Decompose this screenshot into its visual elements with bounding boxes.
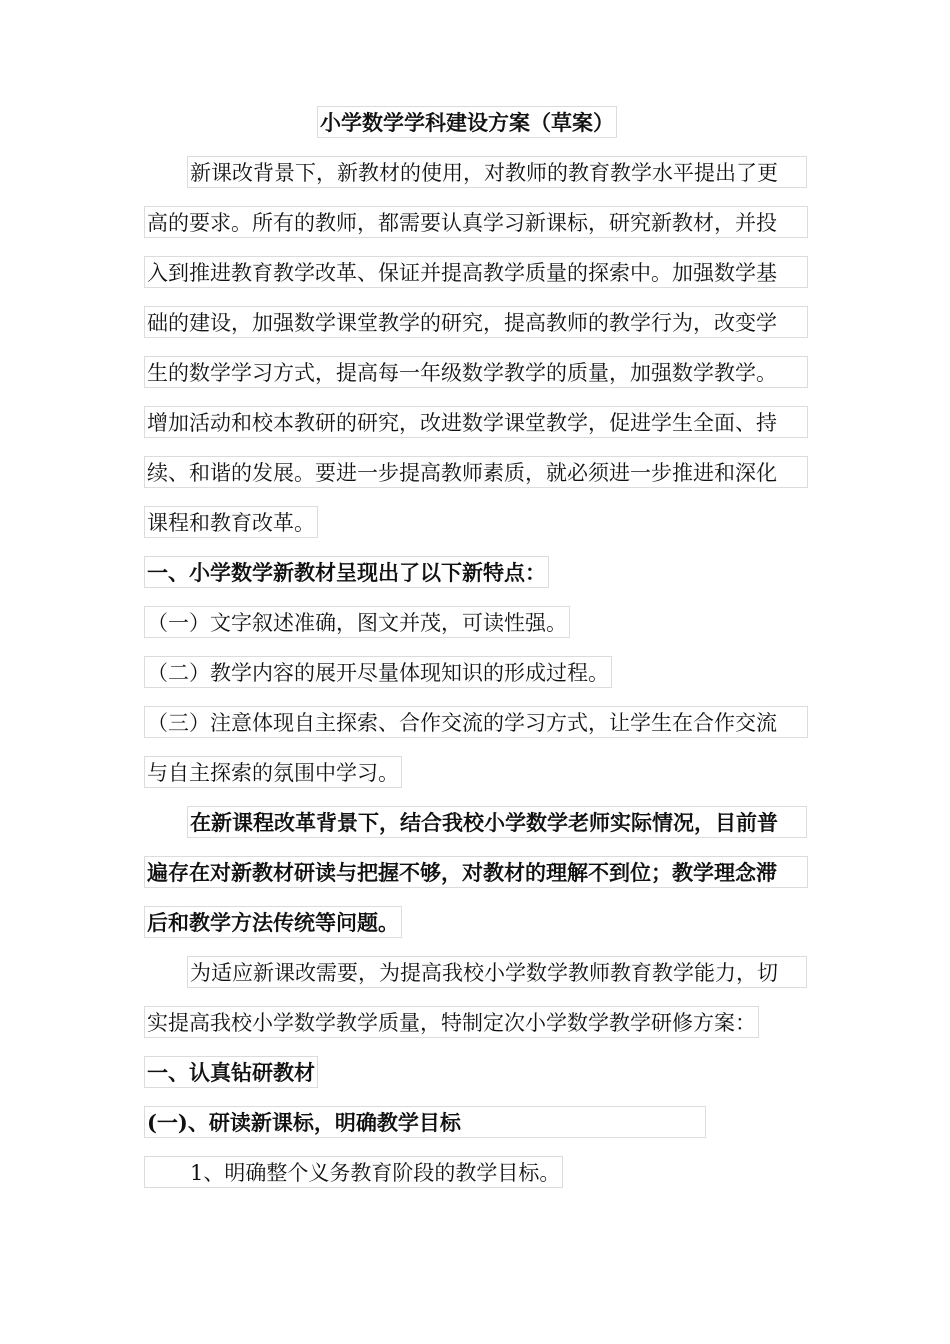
purpose-line-2: 实提高我校小学数学教学质量，特制定次小学数学教学研修方案： — [144, 1006, 759, 1038]
document-title: 小学数学学科建设方案（草案） — [317, 106, 617, 138]
intro-line-5: 生的数学学习方式，提高每一年级数学教学的质量，加强数学教学。 — [144, 356, 808, 388]
intro-line-1: 新课改背景下，新教材的使用，对教师的教育教学水平提出了更 — [187, 156, 807, 188]
section1-item-3: （三）注意体现自主探索、合作交流的学习方式，让学生在合作交流 — [144, 706, 808, 738]
intro-line-8: 课程和教育改革。 — [144, 506, 318, 538]
bold-paragraph-line-3: 后和教学方法传统等问题。 — [144, 906, 402, 938]
section1-item-2: （二）教学内容的展开尽量体现知识的形成过程。 — [144, 656, 612, 688]
section1-item-3-continued: 与自主探索的氛围中学习。 — [144, 756, 402, 788]
section2-heading: 一、认真钻研教材 — [144, 1056, 318, 1088]
purpose-line-1: 为适应新课改需要，为提高我校小学数学教师教育教学能力，切 — [187, 956, 807, 988]
intro-line-3: 入到推进教育教学改革、保证并提高教学质量的探索中。加强数学基 — [144, 256, 808, 288]
intro-line-6: 增加活动和校本教研的研究，改进数学课堂教学，促进学生全面、持 — [144, 406, 808, 438]
bold-paragraph-line-1: 在新课程改革背景下，结合我校小学数学老师实际情况，目前普 — [187, 806, 807, 838]
section2-item-1: 1、明确整个义务教育阶段的教学目标。 — [144, 1156, 563, 1188]
intro-line-7: 续、和谐的发展。要进一步提高教师素质，就必须进一步推进和深化 — [144, 456, 808, 488]
bold-paragraph-line-2: 遍存在对新教材研读与把握不够，对教材的理解不到位；教学理念滞 — [144, 856, 808, 888]
section1-heading: 一、小学数学新教材呈现出了以下新特点： — [144, 556, 549, 588]
intro-line-4: 础的建设，加强数学课堂教学的研究，提高教师的教学行为，改变学 — [144, 306, 808, 338]
section2-sub-heading: (一)、研读新课标，明确教学目标 — [144, 1106, 706, 1138]
intro-line-2: 高的要求。所有的教师，都需要认真学习新课标，研究新教材，并投 — [144, 206, 808, 238]
section1-item-1: （一）文字叙述准确，图文并茂，可读性强。 — [144, 606, 570, 638]
